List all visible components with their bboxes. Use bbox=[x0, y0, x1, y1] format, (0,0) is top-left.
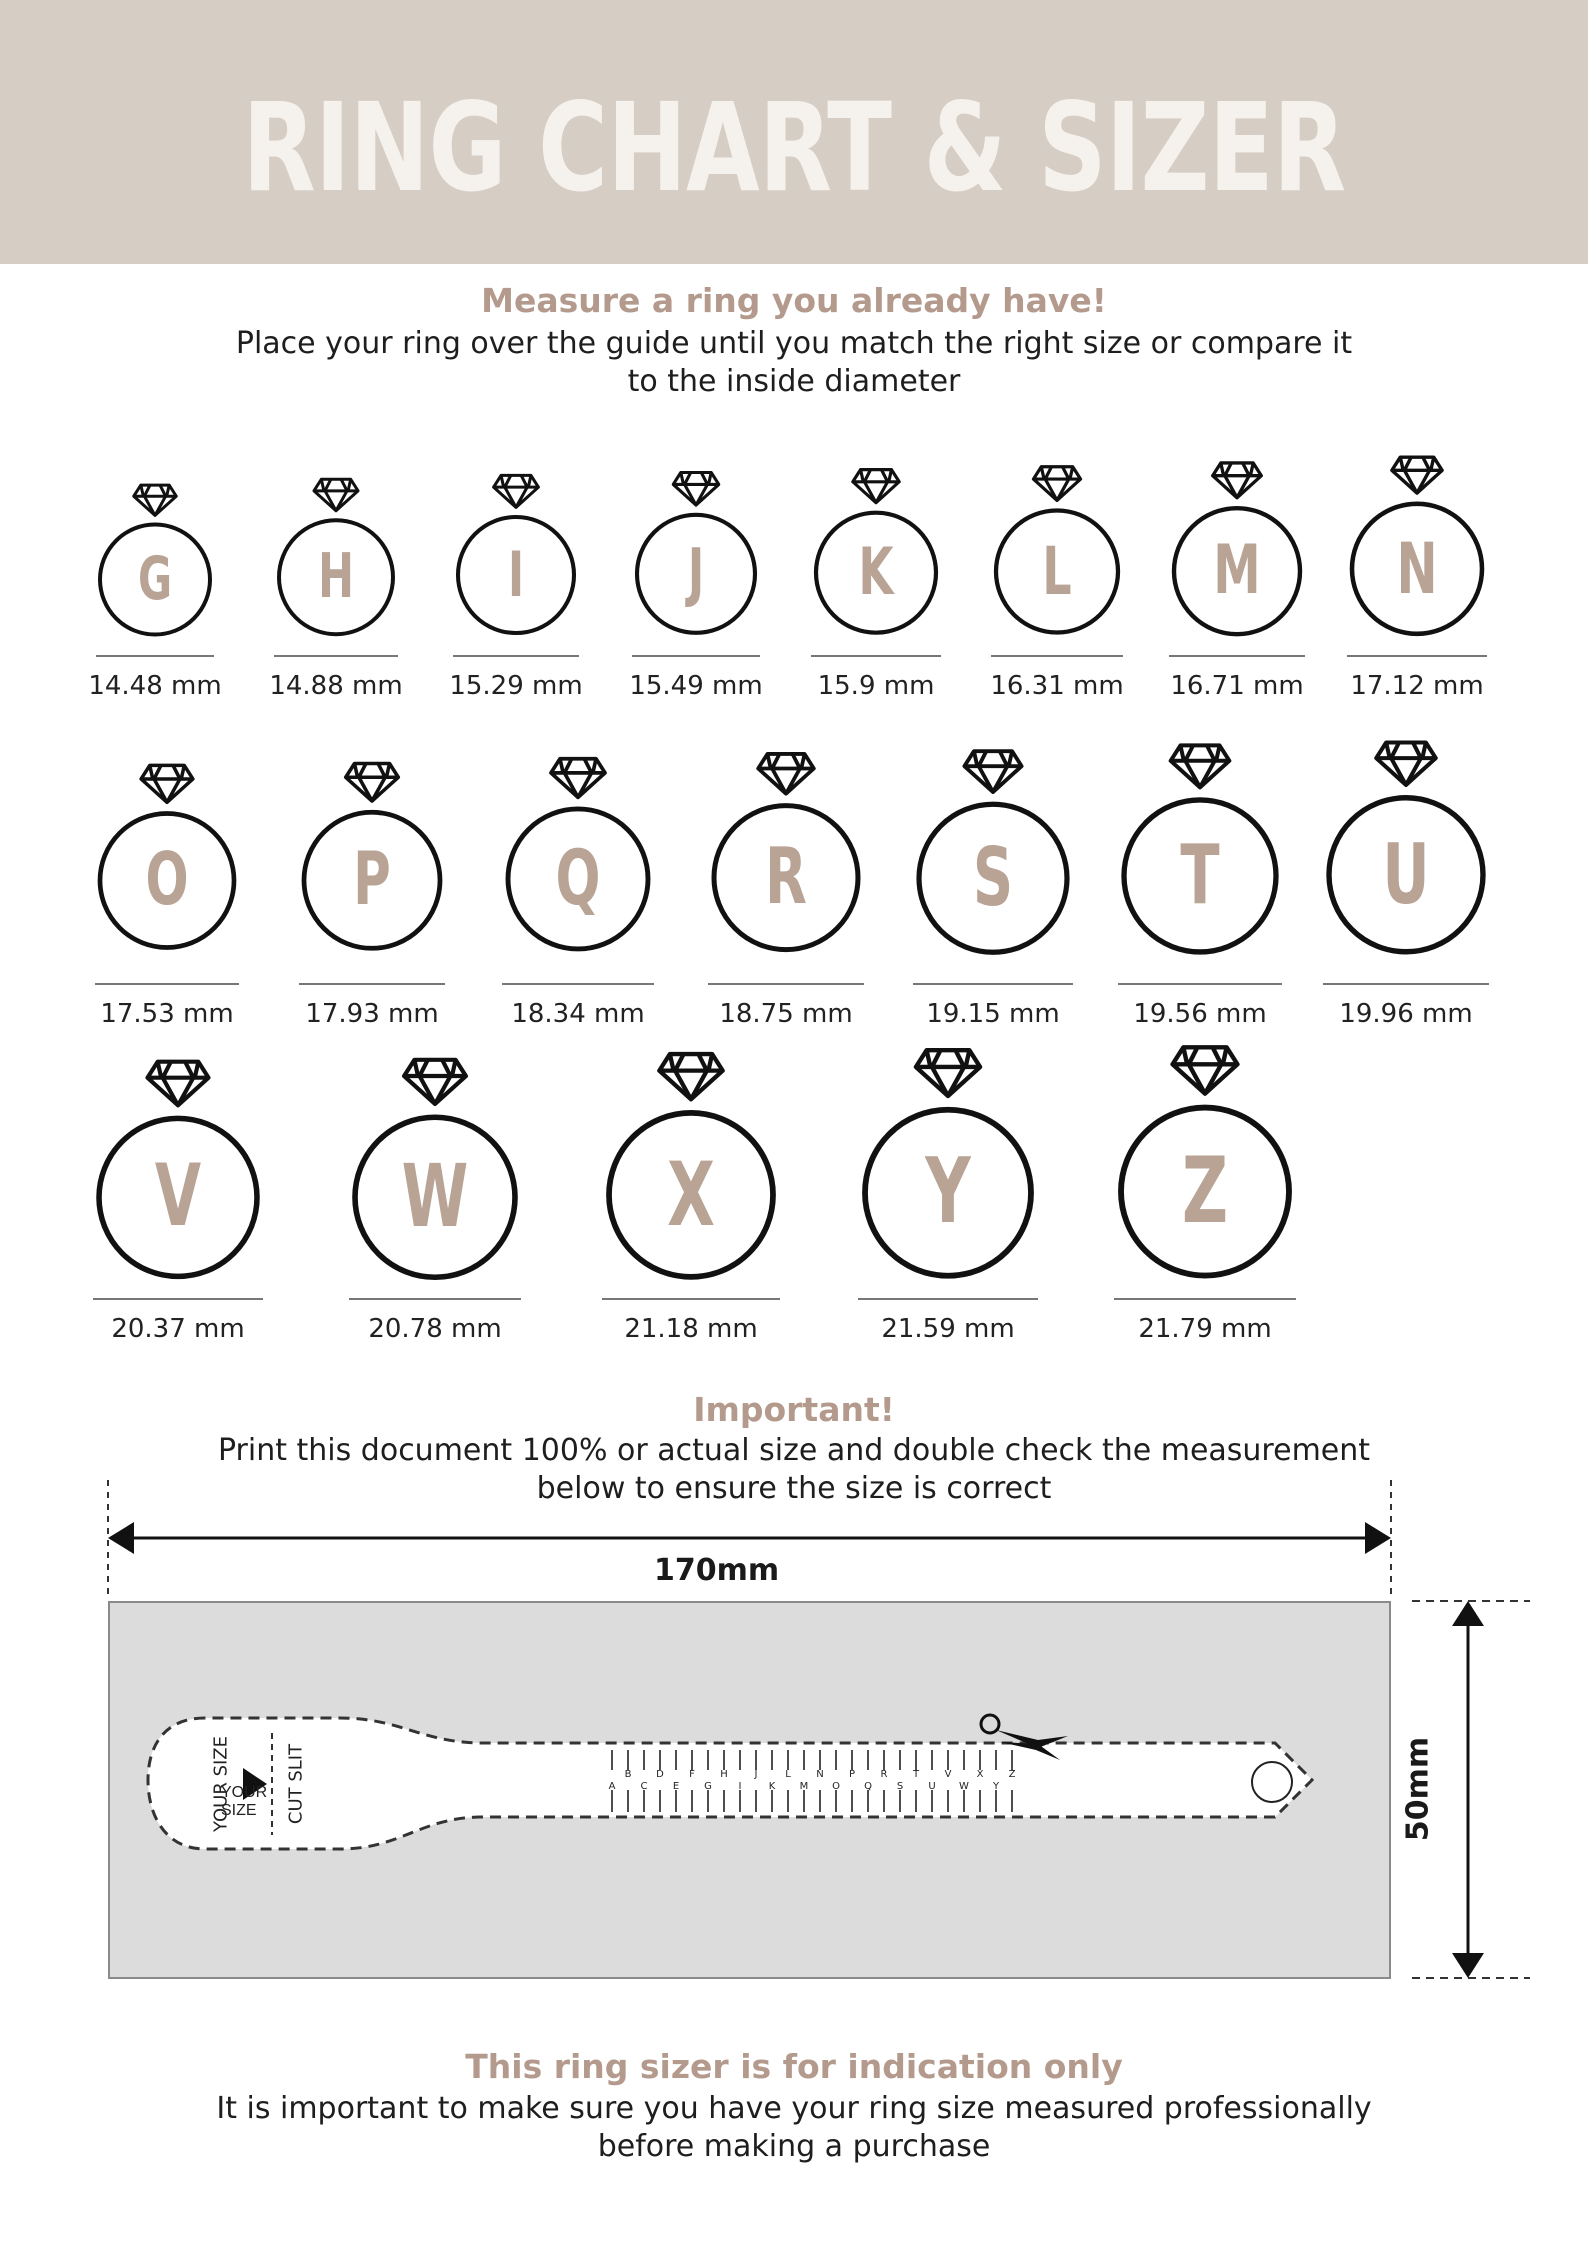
scale-letter: X bbox=[976, 1769, 984, 1780]
scale-letter: O bbox=[832, 1781, 840, 1792]
ring-size-label: 16.71 mm bbox=[1170, 671, 1304, 701]
page-title: RING CHART & SIZER bbox=[242, 77, 1346, 219]
ring-size-label: 15.9 mm bbox=[817, 671, 935, 701]
ring-size-label: 21.59 mm bbox=[881, 1314, 1015, 1344]
scale-letter: L bbox=[785, 1769, 791, 1780]
ring-letter: M bbox=[1213, 530, 1261, 610]
ring-letter: O bbox=[145, 837, 189, 922]
scale-letter: V bbox=[944, 1769, 952, 1780]
important-line-2: below to ensure the size is correct bbox=[536, 1471, 1052, 1506]
scale-letter: U bbox=[928, 1781, 936, 1792]
ring-letter: L bbox=[1042, 533, 1072, 611]
ring-letter: R bbox=[765, 832, 807, 923]
scale-letter: H bbox=[720, 1769, 728, 1780]
ring-size-label: 19.15 mm bbox=[926, 999, 1060, 1029]
ring-letter: T bbox=[1180, 827, 1220, 923]
ring-letter: W bbox=[401, 1146, 469, 1247]
scale-letter: K bbox=[768, 1781, 776, 1792]
ring-size-label: 15.29 mm bbox=[449, 671, 583, 701]
scale-letter: N bbox=[816, 1769, 824, 1780]
scale-letter: Y bbox=[992, 1781, 1000, 1792]
ring-letter: S bbox=[972, 831, 1014, 925]
ring-size-label: 18.75 mm bbox=[719, 999, 853, 1029]
scale-letter: Z bbox=[1008, 1769, 1016, 1780]
scale-letter: A bbox=[608, 1781, 616, 1792]
ring-size-label: 14.48 mm bbox=[88, 671, 222, 701]
disclaimer-heading: This ring sizer is for indication only bbox=[465, 2047, 1123, 2086]
ring-size-label: 16.31 mm bbox=[990, 671, 1124, 701]
ring-size-label: 15.49 mm bbox=[629, 671, 763, 701]
scale-letter: C bbox=[640, 1781, 648, 1792]
scale-letter: I bbox=[738, 1781, 742, 1792]
ring-letter: V bbox=[154, 1147, 202, 1247]
ring-letter: X bbox=[667, 1142, 715, 1246]
disclaimer-line-1: It is important to make sure you have your ring size measured professionally bbox=[216, 2091, 1372, 2126]
scale-letter: M bbox=[799, 1781, 809, 1792]
ring-letter: U bbox=[1382, 826, 1430, 924]
intro-line-2: to the inside diameter bbox=[627, 364, 961, 399]
ring-letter: P bbox=[353, 837, 391, 923]
scale-letter: S bbox=[896, 1781, 904, 1792]
ring-size-label: 20.37 mm bbox=[111, 1314, 245, 1344]
ring-letter: J bbox=[687, 536, 705, 611]
scale-letter: P bbox=[848, 1769, 856, 1780]
ring-size-label: 14.88 mm bbox=[269, 671, 403, 701]
intro-heading: Measure a ring you already have! bbox=[481, 281, 1107, 320]
cut-slit-text: CUT SLIT bbox=[285, 1743, 307, 1825]
ring-size-label: 19.56 mm bbox=[1133, 999, 1267, 1029]
scale-letter: B bbox=[624, 1769, 632, 1780]
ring-letter: Y bbox=[925, 1140, 971, 1245]
ring-letter: Q bbox=[555, 834, 601, 923]
scale-letter: E bbox=[672, 1781, 680, 1792]
ring-size-label: 19.96 mm bbox=[1339, 999, 1473, 1029]
ring-size-label: 17.12 mm bbox=[1350, 671, 1484, 701]
scale-letter: G bbox=[704, 1781, 712, 1792]
scale-letter: D bbox=[656, 1769, 664, 1780]
ring-letter: N bbox=[1396, 527, 1438, 610]
ring-size-label: 18.34 mm bbox=[511, 999, 645, 1029]
important-heading: Important! bbox=[693, 1390, 895, 1429]
ring-letter: I bbox=[507, 537, 525, 611]
your-size-text: YOUR SIZE bbox=[210, 1735, 232, 1833]
ring-size-label: 17.93 mm bbox=[305, 999, 439, 1029]
height-label: 50mm bbox=[1400, 1736, 1436, 1842]
ring-letter: Z bbox=[1181, 1138, 1229, 1244]
scale-letter: T bbox=[912, 1769, 920, 1780]
scale-letter: F bbox=[689, 1769, 695, 1780]
ring-size-label: 21.79 mm bbox=[1138, 1314, 1272, 1344]
ring-letter: H bbox=[317, 540, 355, 613]
ring-letter: G bbox=[137, 545, 173, 615]
scale-letter: W bbox=[959, 1781, 969, 1792]
intro-line-1: Place your ring over the guide until you match the right size or compare it bbox=[235, 326, 1353, 361]
width-label: 170mm bbox=[654, 1553, 780, 1588]
ring-size-label: 20.78 mm bbox=[368, 1314, 502, 1344]
scale-letter: J bbox=[754, 1769, 758, 1780]
scale-letter: Q bbox=[864, 1781, 872, 1792]
ring-size-label: 17.53 mm bbox=[100, 999, 234, 1029]
scale-letter: R bbox=[880, 1769, 888, 1780]
disclaimer-line-2: before making a purchase bbox=[597, 2129, 991, 2164]
disclaimer-text bbox=[0, 2090, 1588, 2166]
ring-letter: K bbox=[858, 534, 894, 610]
ring-size-label: 21.18 mm bbox=[624, 1314, 758, 1344]
important-line-1: Print this document 100% or actual size and double check the measurement bbox=[217, 1433, 1371, 1468]
